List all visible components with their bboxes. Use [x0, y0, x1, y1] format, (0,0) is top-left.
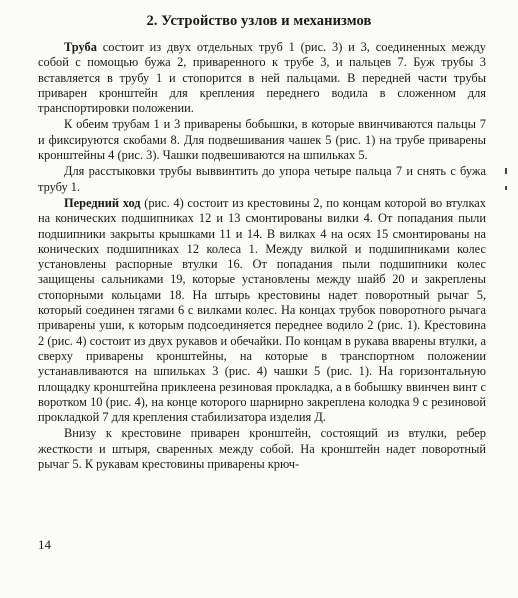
paragraph	[38, 426, 486, 472]
paragraph	[38, 164, 486, 195]
paragraph	[38, 196, 486, 425]
paragraph-term: Передний ход	[64, 195, 141, 210]
paragraph	[38, 117, 486, 163]
paragraph-text: Для расстыковки трубы выввинтить до упора четыре пальца 7 и снять с бужа трубу 1.	[38, 164, 486, 194]
section-heading: 2. Устройство узлов и механизмов	[146, 13, 372, 29]
paragraph	[38, 40, 486, 116]
body-text	[38, 40, 486, 473]
margin-mark	[505, 168, 507, 174]
paragraph-term: Труба	[64, 40, 97, 54]
paragraph-text: Внизу к крестовине приварен кронштейн, состоящий из втулки, ребер жесткости и штыря, сваренных между собой. На кронштейн надет поворотный рычаг 5. К рукавам крестовины приварены крюч-	[38, 426, 486, 472]
paragraph-text: К обеим трубам 1 и 3 приварены бобышки, в которые ввинчиваются пальцы 7 и фиксируются скобами 8. Для подвешивания чашек 5 (рис. 1) на трубе приварены кронштейны 4 (рис. 3). Чашки подвешиваются на шпильках 5.	[38, 117, 486, 163]
margin-mark	[505, 186, 507, 190]
page-number: 14	[38, 537, 51, 552]
paragraph-text: (рис. 4) состоит из крестовины 2, по концам которой во втулках на конических подшипниках 12 и 13 смонтированы вилки 4. От попадания пыли подшипники закрыты крышками 11 и 14. В вилках 4 на осях 15 смонтированы на конических подшипниках 12 колеса 1. Между вилкой и подшипниками колес установлены распорные втулки 16. От попадания пыли подшипники колес защищены сальниками 19, которые установлены между шайб 20 и закреплены стопорными кольцами 18. На штырь крестовины надет поворотный рычаг 5, который соединен тягами 6 с вилками колес. На концах трубок поворотного рычага приварены уши, к которым подсоединяется переднее водило 2 (рис. 1). Крестовина 2 (рис. 4) состоит из двух рукавов и обечайки. По концам в рукава вварены втулки, а сверху приварены кронштейны, на которые в транспортном положении устанавливаются на шпильках 3 (рис. 4) чашки 5 (рис. 1). На горизонтальную площадку кронштейна приклеена резиновая прокладка, а в бобышку ввинчен винт с воротком 10 (рис. 4), на конце которого шарнирно закреплена колодка 9 с резиновой прокладкой 7 для крепления стабилизатора изделия Д.	[38, 195, 486, 425]
paragraph-text: состоит из двух отдельных труб 1 (рис. 3) и 3, соединенных между собой с помощью бужа 2, приваренного к трубе 3, и пальцев 7. Буж трубы 3 вставляется в трубу 1 и стопорится в ней пальцами. В передней части трубы приварен кронштейн для крепления переднего водила в сложенном для транспортировки положении.	[38, 40, 486, 116]
